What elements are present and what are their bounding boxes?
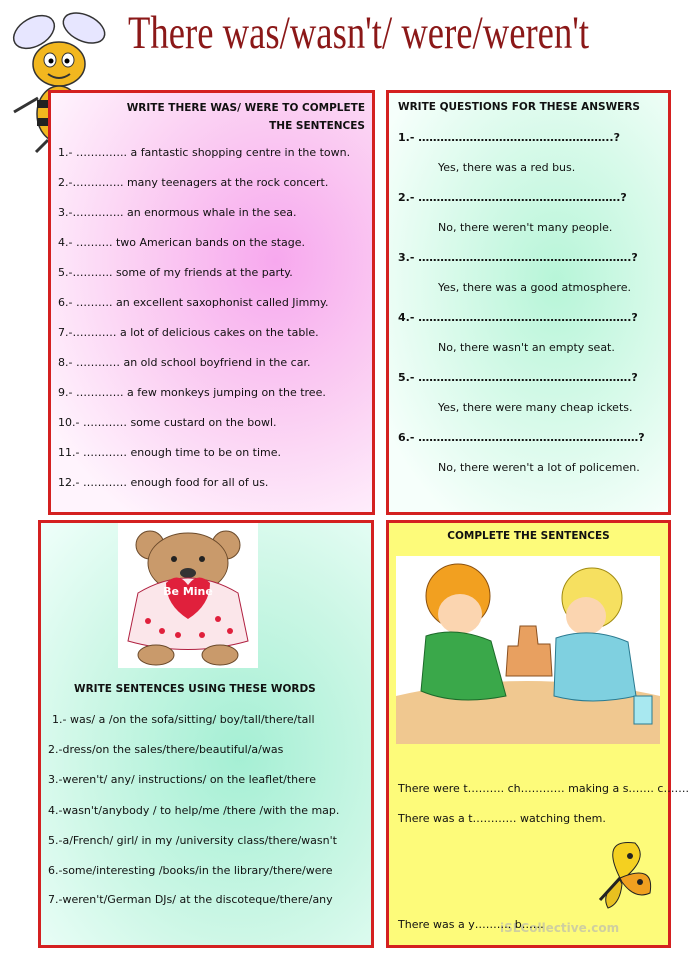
exercise-1-sentence: 8.- ………… an old school boyfriend in the car. <box>58 356 311 369</box>
exercise-1-instruction: WRITE THERE WAS/ WERE TO COMPLETE THE SENTENCES <box>126 102 365 132</box>
exercise-1-sentence: 5.-……….. some of my friends at the party. <box>58 266 293 279</box>
exercise-2-question: 4.- ………………………………………………….? <box>398 311 638 324</box>
exercise-3-prompt: 3.-weren't/ any/ instructions/ on the leaflet/there <box>48 773 316 786</box>
bear-heart-label: Be Mine <box>163 585 213 598</box>
exercise-2-answer: Yes, there were many cheap ickets. <box>438 401 633 414</box>
exercise-2-question: 2.- ……………………………………………….? <box>398 191 627 204</box>
exercise-2-question: 5.- ………………………………………………….? <box>398 371 638 384</box>
children-sandcastle-illustration <box>396 556 660 744</box>
exercise-2-answer: No, there weren't a lot of policemen. <box>438 461 640 474</box>
exercise-2-answer: No, there wasn't an empty seat. <box>438 341 615 354</box>
exercise-4-instruction: COMPLETE THE SENTENCES <box>447 530 610 542</box>
exercise-1-sentence: 6.- ………. an excellent saxophonist called Jimmy. <box>58 296 329 309</box>
exercise-2-panel <box>386 90 671 515</box>
exercise-1-sentence: 10.- ………… some custard on the bowl. <box>58 416 277 429</box>
exercise-2-question: 1.- ……………………………………………..? <box>398 131 620 144</box>
watermark: iSLCollective.com <box>500 921 620 935</box>
exercise-2-answer: Yes, there was a red bus. <box>438 161 576 174</box>
exercise-1-sentence: 11.- ………… enough time to be on time. <box>58 446 282 459</box>
exercise-2-instruction: WRITE QUESTIONS FOR THESE ANSWERS <box>398 101 640 113</box>
exercise-3-prompt: 5.-a/French/ girl/ in my /university class/there/wasn't <box>48 834 337 847</box>
exercise-2-question: 3.- ………………………………………………….? <box>398 251 638 264</box>
exercise-3-prompt: 1.- was/ a /on the sofa/sitting/ boy/tall/there/tall <box>52 713 315 726</box>
teddy-bear-icon <box>118 523 258 668</box>
exercise-1-sentence: 12.- ………… enough food for all of us. <box>58 476 269 489</box>
exercise-2-answer: No, there weren't many people. <box>438 221 613 234</box>
exercise-1-sentence: 9.- …………. a few monkeys jumping on the tree. <box>58 386 326 399</box>
exercise-3-prompt: 2.-dress/on the sales/there/beautiful/a/was <box>48 743 284 756</box>
exercise-3-prompt: 6.-some/interesting /books/in the library/there/were <box>48 864 333 877</box>
exercise-3-prompt: 4.-wasn't/anybody / to help/me /there /with the map. <box>48 804 340 817</box>
exercise-1-sentence: 2.-………….. many teenagers at the rock concert. <box>58 176 329 189</box>
exercise-2-answer: Yes, there was a good atmosphere. <box>438 281 631 294</box>
exercise-1-sentence: 7.-………… a lot of delicious cakes on the table. <box>58 326 319 339</box>
exercise-1-sentence: 1.- ………….. a fantastic shopping centre in the town. <box>58 146 351 159</box>
exercise-3-prompt: 7.-weren't/German DJs/ at the discoteque/there/any <box>48 893 333 906</box>
exercise-2-question: 6.- ……………………………………………………? <box>398 431 645 444</box>
exercise-4-sentence: There was a t………… watching them. <box>398 812 606 825</box>
exercise-4-sentence: There were t………. ch………… making a s……. c……. <box>398 782 689 795</box>
page-title: There was/wasn't/ were/weren't <box>128 7 590 59</box>
exercise-1-sentence: 3.-………….. an enormous whale in the sea. <box>58 206 297 219</box>
butterfly-icon <box>580 838 660 913</box>
exercise-3-instruction: WRITE SENTENCES USING THESE WORDS <box>74 683 316 695</box>
exercise-1-sentence: 4.- ………. two American bands on the stage. <box>58 236 306 249</box>
exercise-4-sentence: There was a y………. b…… <box>398 918 544 931</box>
